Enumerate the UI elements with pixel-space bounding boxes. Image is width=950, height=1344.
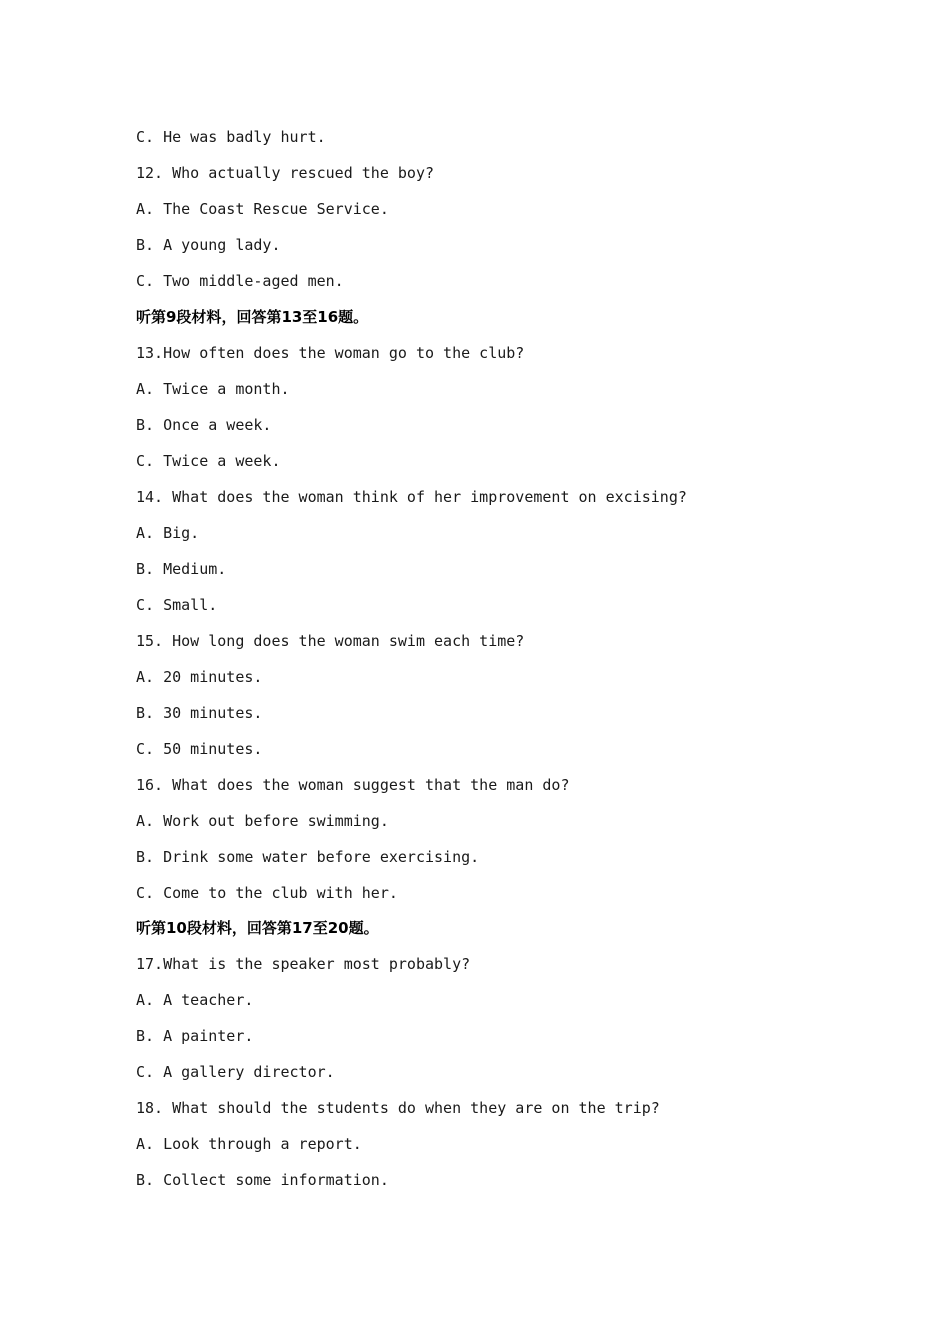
option-13b: B. Once a week.: [136, 416, 272, 434]
option-15a: A. 20 minutes.: [136, 668, 263, 686]
option-14c: C. Small.: [136, 596, 218, 614]
option-13c: C. Twice a week.: [136, 452, 281, 470]
option-12b: B. A young lady.: [136, 236, 281, 254]
question-12: 12. Who actually rescued the boy?: [136, 164, 435, 182]
question-16: 16. What does the woman suggest that the man do?: [136, 776, 570, 794]
section-heading-10: 听第10段材料，回答第17至20题。: [136, 919, 379, 937]
question-15: 15. How long does the woman swim each time?: [136, 632, 525, 650]
option-16a: A. Work out before swimming.: [136, 812, 389, 830]
option-14b: B. Medium.: [136, 560, 227, 578]
option-13a: A. Twice a month.: [136, 380, 290, 398]
option-14a: A. Big.: [136, 524, 200, 542]
option-18a: A. Look through a report.: [136, 1135, 362, 1153]
section-heading-9: 听第9段材料，回答第13至16题。: [136, 308, 369, 326]
option-16b: B. Drink some water before exercising.: [136, 848, 480, 866]
option-15c: C. 50 minutes.: [136, 740, 263, 758]
option-12a: A. The Coast Rescue Service.: [136, 200, 389, 218]
question-18: 18. What should the students do when they are on the trip?: [136, 1099, 660, 1117]
question-14: 14. What does the woman think of her improvement on excising?: [136, 488, 687, 506]
option-17b: B. A painter.: [136, 1027, 254, 1045]
option-16c: C. Come to the club with her.: [136, 884, 398, 902]
option-12c: C. Two middle-aged men.: [136, 272, 344, 290]
option-15b: B. 30 minutes.: [136, 704, 263, 722]
question-13: 13.How often does the woman go to the club?: [136, 344, 525, 362]
option-17c: C. A gallery director.: [136, 1063, 335, 1081]
option-11c: C. He was badly hurt.: [136, 128, 326, 146]
question-17: 17.What is the speaker most probably?: [136, 955, 471, 973]
option-18b: B. Collect some information.: [136, 1171, 389, 1189]
option-17a: A. A teacher.: [136, 991, 254, 1009]
